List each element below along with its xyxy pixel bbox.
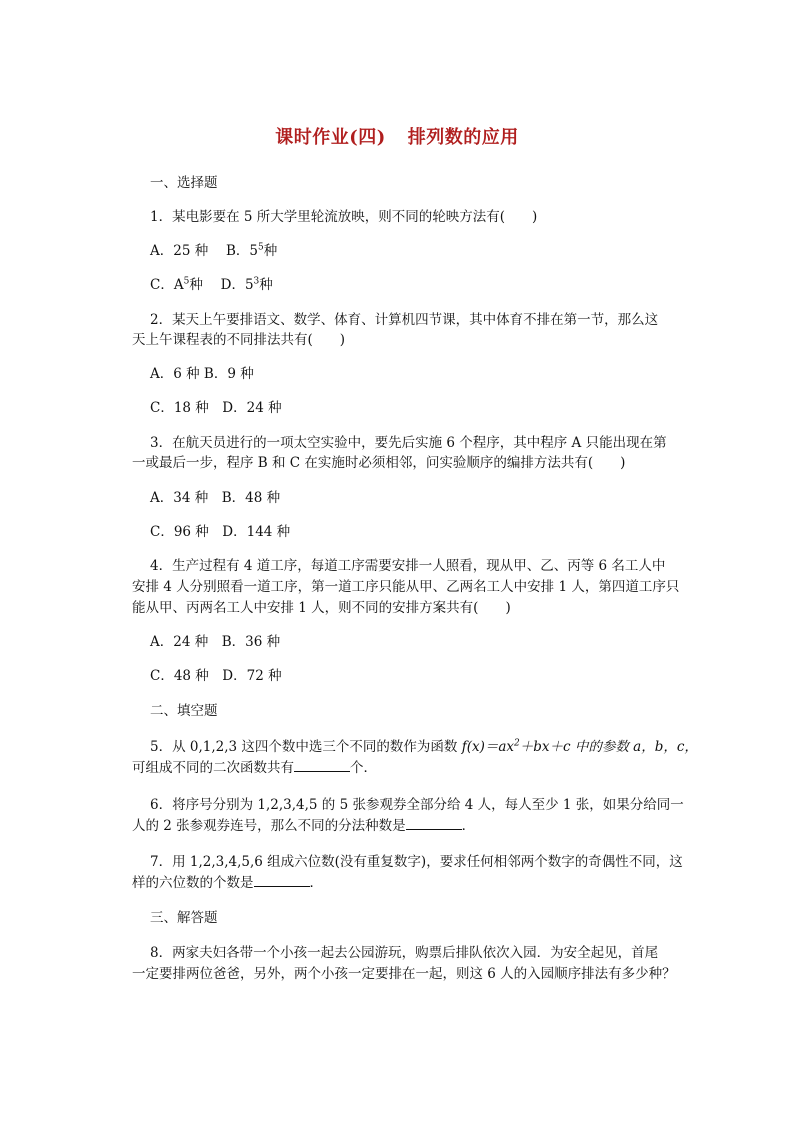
section-header-choice: 一、选择题 [150,175,218,191]
q4-options-ab: A．24 种 B．36 种 [150,634,281,650]
q4-line1: 4．生产过程有 4 道工序，每道工序需要安排一人照看，现从甲、乙、丙等 6 名工人中 [150,558,666,574]
q6-line2: 人的 2 张参观券连号，那么不同的分法种数是 ． [132,818,476,834]
q7-answer-blank[interactable] [254,874,310,887]
q5-function: $f(x)=ax^2+bx+c$ 中的参数 a，b，c， [461,738,698,755]
page-title [0,123,794,149]
q5-line1: 5．从 0,1,2,3 这四个数中选三个不同的数作为函数 $f(x)=ax^2+bx+c$ 中的参数 a，b，c， [150,738,698,755]
q3-options-cd: C．96 种 D．144 种 [150,524,291,540]
q1-option-a: A．25 种 [150,243,209,259]
q1-stem: 1．某电影要在 5 所大学里轮流放映，则不同的轮映方法有( ) [150,209,538,225]
q1-option-c: C．$A^5$种 [150,276,203,293]
q5-answer-blank[interactable] [294,759,350,772]
q4-line2: 安排 4 人分别照看一道工序，第一道工序只能从甲、乙两名工人中安排 1 人，第四道工序只 [132,579,680,595]
q1-options-cd [150,275,273,295]
title-part1: 课时作业(四) [275,127,386,148]
q3-options-ab: A．34 种 B．48 种 [150,490,281,506]
q2-line1: 2．某天上午要排语文、数学、体育、计算机四节课，其中体育不排在第一节，那么这 [150,312,659,328]
q2-options-cd: C．18 种 D．24 种 [150,400,282,416]
q2-line2: 天上午课程表的不同排法共有( ) [132,332,346,348]
q4-line3: 能从甲、丙两名工人中安排 1 人，则不同的安排方案共有( ) [132,600,511,616]
q5-line2: 可组成不同的二次函数共有 个． [132,760,377,776]
q6-line1: 6．将序号分别为 1,2,3,4,5 的 5 张参观券全部分给 4 人，每人至少 1 张，如果分给同一 [150,797,684,813]
q3-line2: 一或最后一步，程序 B 和 C 在实施时必须相邻，问实验顺序的编排方法共有( ) [132,455,626,471]
q1-option-b: B．$5^5$种 [226,242,278,259]
q2-options-ab: A．6 种 B．9 种 [150,366,254,382]
q1-options-ab [150,241,277,261]
title-part2: 排列数的应用 [407,127,519,148]
section-header-fill: 二、填空题 [150,703,218,719]
q4-options-cd: C．48 种 D．72 种 [150,668,282,684]
q7-line2: 样的六位数的个数是 ． [132,875,323,891]
q3-line1: 3．在航天员进行的一项太空实验中，要先后实施 6 个程序，其中程序 A 只能出现在第 [150,435,667,451]
section-header-answer: 三、解答题 [150,910,218,926]
q7-line1: 7．用 1,2,3,4,5,6 组成六位数(没有重复数字)，要求任何相邻两个数字的奇偶性不同，这 [150,854,683,870]
q8-line1: 8．两家夫妇各带一个小孩一起去公园游玩，购票后排队依次入园．为安全起见，首尾 [150,945,659,961]
q6-answer-blank[interactable] [406,817,462,830]
q1-option-d: D．$5^3$种 [220,276,273,293]
q8-line2: 一定要排两位爸爸，另外，两个小孩一定要排在一起，则这 6 人的入园顺序排法有多少种？ [132,966,676,982]
